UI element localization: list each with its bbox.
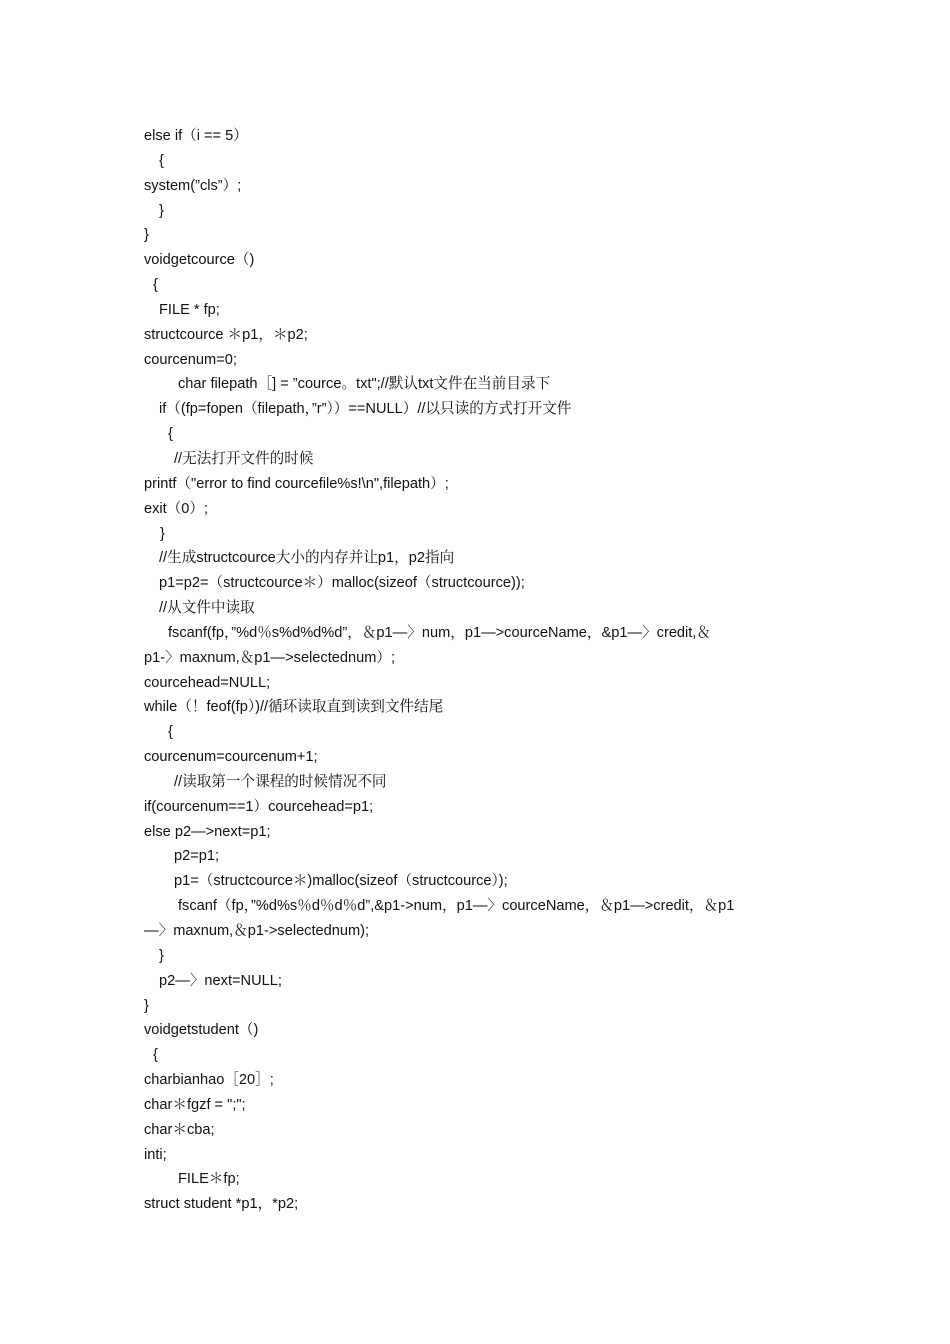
- code-line: p2—〉next=NULL;: [159, 972, 282, 989]
- code-line: {: [168, 724, 173, 741]
- code-line: //生成structcource大小的内存并让p1，p2指向: [159, 550, 455, 567]
- code-line: if（(fp=fopen（filepath，”r”））==NULL）//以只读的方式打开文件: [159, 401, 572, 418]
- code-line: courcenum=0;: [144, 351, 237, 368]
- code-line: inti;: [144, 1146, 167, 1163]
- code-line: p1=（structcource＊)malloc(sizeof（structcource）);: [174, 873, 508, 890]
- code-line: voidgetcource（): [144, 252, 255, 269]
- code-line: system(”cls”）;: [144, 177, 242, 194]
- code-line: printf（"error to find courcefile%s!\n",filepath）;: [144, 475, 449, 492]
- code-line: else if（i == 5）: [144, 128, 248, 144]
- code-listing: [144, 124, 824, 1217]
- code-line: exit（0）;: [144, 500, 209, 517]
- code-line: charbianhao［20］;: [144, 1072, 274, 1089]
- code-line: courcehead=NULL;: [144, 674, 271, 691]
- code-line: }: [144, 227, 149, 244]
- code-line: fscanf（fp，”%d%s％d％d％d”,&p1->num，p1—〉courceName，＆p1—>credit，＆p1: [178, 898, 735, 915]
- code-line: }: [159, 947, 164, 964]
- code-line: p1=p2=（structcource＊）malloc(sizeof（structcource));: [159, 575, 525, 592]
- code-line: char＊cba;: [144, 1121, 215, 1138]
- code-line: FILE * fp;: [159, 301, 220, 318]
- code-line: {: [159, 152, 164, 169]
- code-line: }: [160, 525, 165, 542]
- code-line: {: [168, 426, 173, 443]
- code-line: {: [153, 277, 158, 294]
- code-line: —〉maxnum,＆p1->selectednum);: [144, 923, 370, 939]
- code-line: FILE＊fp;: [178, 1171, 240, 1188]
- code-line: //无法打开文件的时候: [174, 450, 314, 467]
- code-line: p1-〉maxnum,＆p1—>selectednum）;: [144, 649, 396, 666]
- code-line: //从文件中读取: [159, 600, 255, 617]
- code-line: while（！feof(fp）)//循环读取直到读到文件结尾: [144, 699, 444, 716]
- code-line: //读取第一个课程的时候情况不同: [174, 773, 387, 790]
- code-line: courcenum=courcenum+1;: [144, 749, 318, 766]
- code-line: if(courcenum==1）courcehead=p1;: [144, 798, 374, 815]
- code-line: else p2—>next=p1;: [144, 823, 271, 840]
- code-line: }: [159, 202, 164, 219]
- code-line: struct student *p1，*p2;: [144, 1196, 299, 1213]
- code-line: {: [153, 1047, 158, 1064]
- code-line: char filepath［] = ”cource。txt";//默认txt文件在当前目录下: [178, 376, 551, 393]
- code-line: }: [144, 997, 149, 1014]
- code-line: char＊fgzf = ";";: [144, 1096, 246, 1113]
- code-line: structcource ＊p1，＊p2;: [144, 326, 308, 343]
- code-line: fscanf(fp，”%d％s%d%d%d”，＆p1—〉num，p1—>courceName，&p1—〉credit,＆: [168, 624, 711, 641]
- code-line: p2=p1;: [174, 848, 220, 865]
- code-line: voidgetstudent（): [144, 1022, 259, 1039]
